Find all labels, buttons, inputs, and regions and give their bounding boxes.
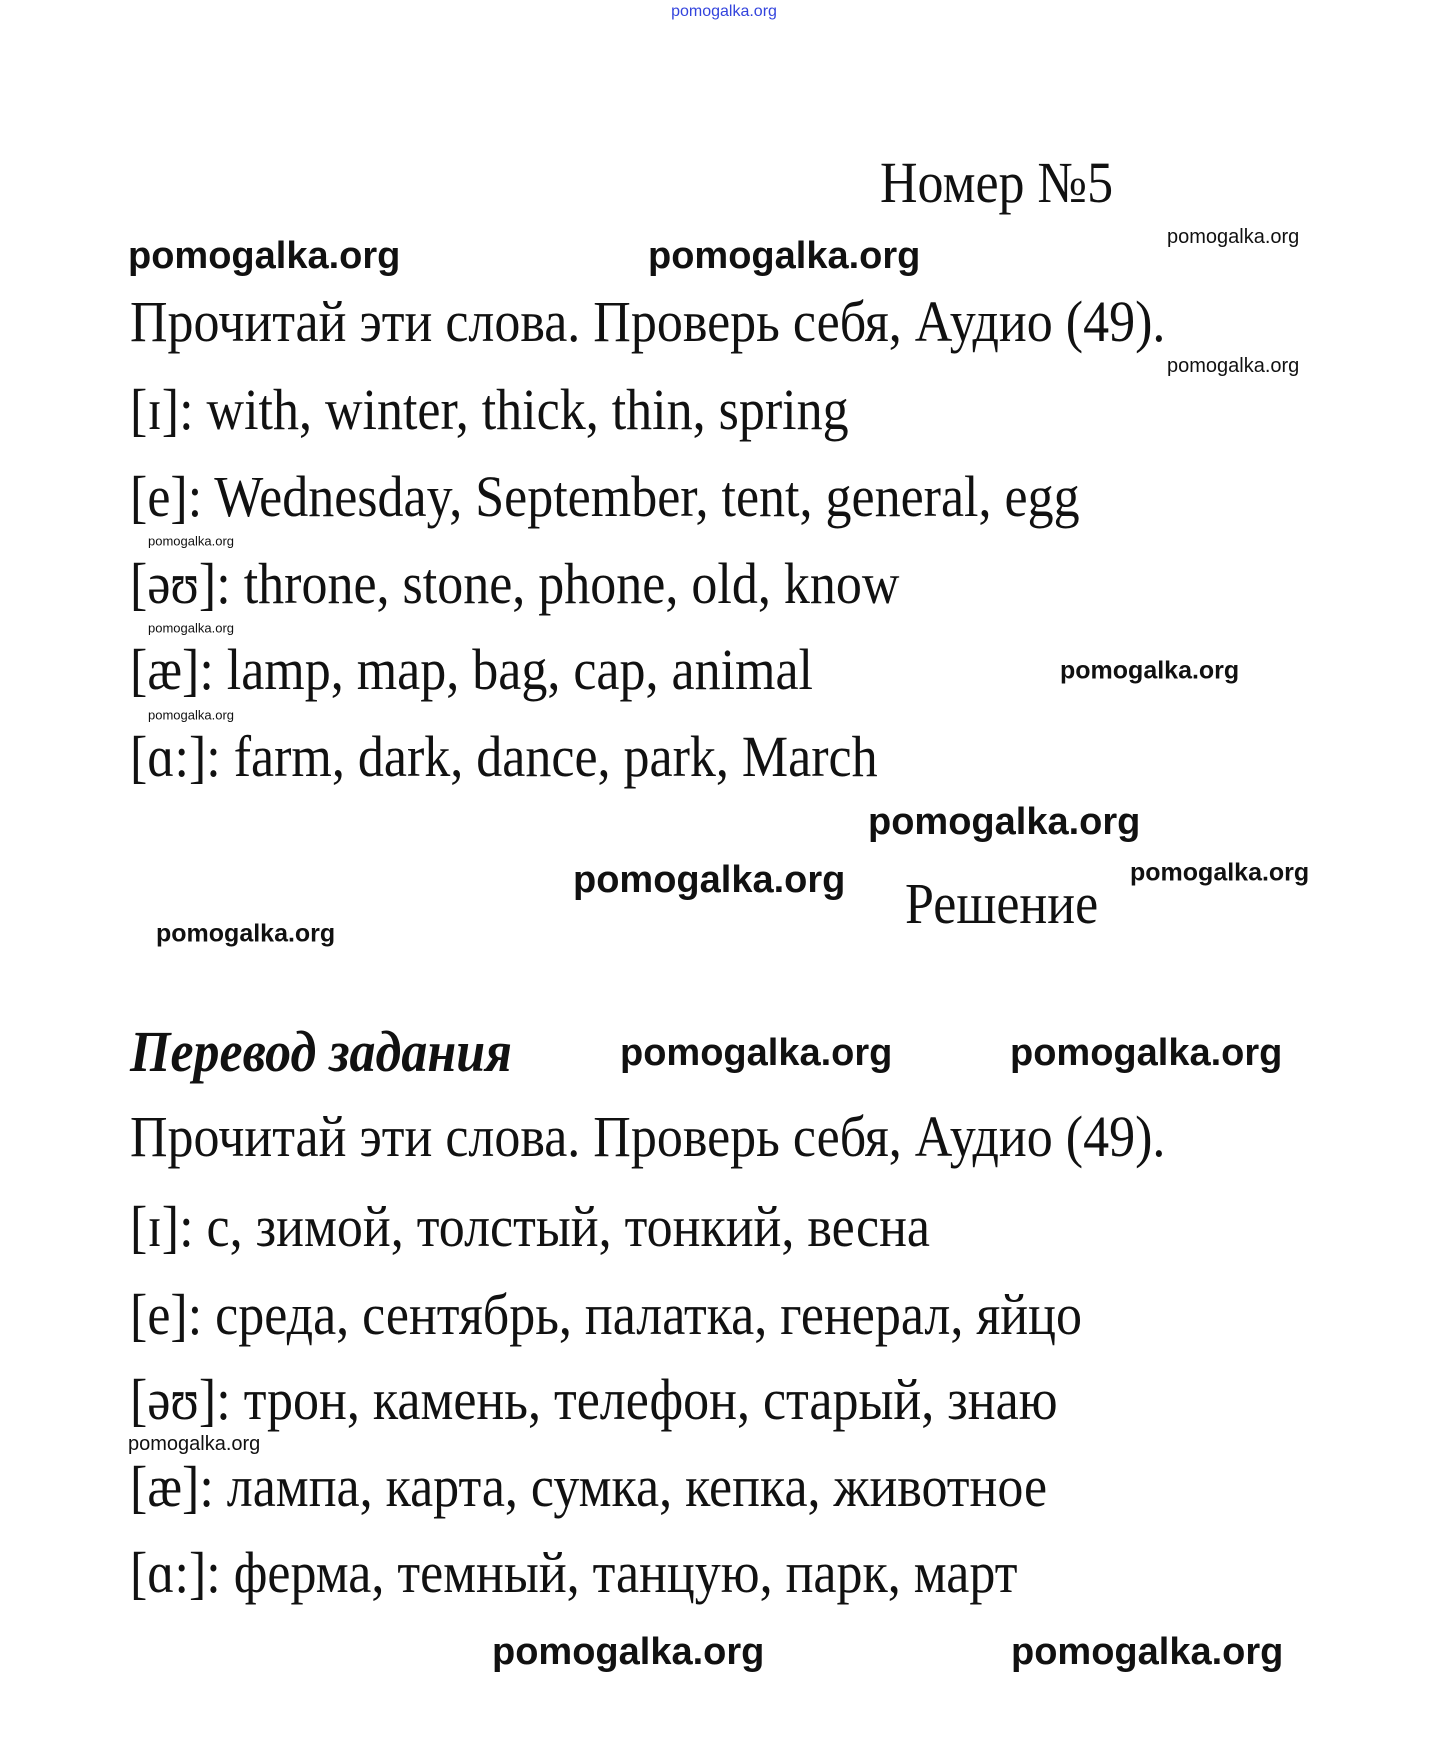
task-line: [ɑ:]: farm, dark, dance, park, March [130,725,878,790]
watermark: pomogalka.org [1167,355,1300,377]
translation-line: [əʊ]: трон, камень, телефон, старый, знаю [130,1368,1058,1433]
translation-line: [ɑ:]: ферма, темный, танцую, парк, март [130,1541,1018,1606]
watermark: pomogalka.org [573,859,846,901]
solution-heading: Решение [905,872,1099,937]
translation-heading: Перевод задания [130,1020,512,1085]
watermark: pomogalka.org [1010,1032,1283,1074]
watermark: pomogalka.org [648,235,921,277]
translation-line: [æ]: лампа, карта, сумка, кепка, животное [130,1455,1048,1520]
task-line: [ɪ]: with, winter, thick, thin, spring [130,378,849,443]
page-title: Номер №5 [880,151,1114,216]
watermark: pomogalka.org [148,620,234,636]
watermark: pomogalka.org [671,3,777,20]
watermark: pomogalka.org [868,801,1141,843]
watermark: pomogalka.org [1130,858,1310,887]
watermark: pomogalka.org [1011,1631,1284,1673]
translation-line: [e]: среда, сентябрь, палатка, генерал, яйцо [130,1283,1082,1348]
watermark: pomogalka.org [1060,656,1240,685]
watermark: pomogalka.org [1167,226,1300,248]
watermark: pomogalka.org [128,235,401,277]
watermark: pomogalka.org [156,919,336,948]
watermark: pomogalka.org [148,707,234,723]
watermark: pomogalka.org [492,1631,765,1673]
task-instruction: Прочитай эти слова. Проверь себя, Аудио (49). [130,290,1166,355]
watermark: pomogalka.org [128,1433,261,1455]
watermark: pomogalka.org [148,533,234,549]
translation-line: [ɪ]: с, зимой, толстый, тонкий, весна [130,1195,930,1260]
task-line: [æ]: lamp, map, bag, cap, animal [130,638,814,703]
translation-instruction: Прочитай эти слова. Проверь себя, Аудио (49). [130,1105,1166,1170]
task-line: [e]: Wednesday, September, tent, general, egg [130,465,1080,530]
task-line: [əʊ]: throne, stone, phone, old, know [130,552,900,617]
watermark: pomogalka.org [620,1032,893,1074]
